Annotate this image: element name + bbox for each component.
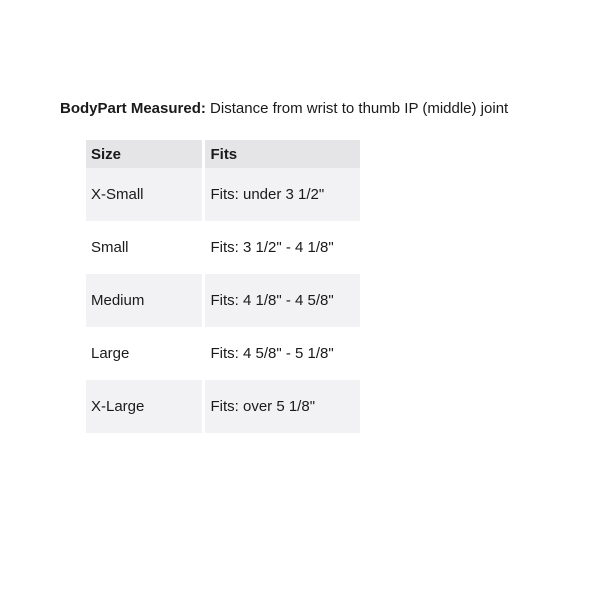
table-header-row bbox=[86, 140, 360, 168]
header-fits: Fits bbox=[204, 140, 360, 168]
measurement-line bbox=[60, 99, 508, 119]
row-size-large: Large bbox=[86, 327, 204, 380]
table-row bbox=[86, 221, 360, 274]
table-row bbox=[86, 168, 360, 221]
row-size-small: Small bbox=[86, 221, 204, 274]
row-size-xlarge: X-Large bbox=[86, 380, 204, 433]
table-row bbox=[86, 327, 360, 380]
size-chart-table bbox=[86, 140, 360, 433]
row-fits-medium: Fits: 4 1/8" - 4 5/8" bbox=[204, 274, 360, 327]
measurement-description: Distance from wrist to thumb IP (middle) joint bbox=[210, 100, 509, 117]
row-fits-xlarge: Fits: over 5 1/8" bbox=[204, 380, 360, 433]
row-size-xsmall: X-Small bbox=[86, 168, 204, 221]
row-fits-small: Fits: 3 1/2" - 4 1/8" bbox=[204, 221, 360, 274]
table-row bbox=[86, 380, 360, 433]
row-fits-large: Fits: 4 5/8" - 5 1/8" bbox=[204, 327, 360, 380]
row-size-medium: Medium bbox=[86, 274, 204, 327]
row-fits-xsmall: Fits: under 3 1/2" bbox=[204, 168, 360, 221]
header-size: Size bbox=[86, 140, 204, 168]
measurement-label: BodyPart Measured: bbox=[60, 100, 206, 117]
table-row bbox=[86, 274, 360, 327]
